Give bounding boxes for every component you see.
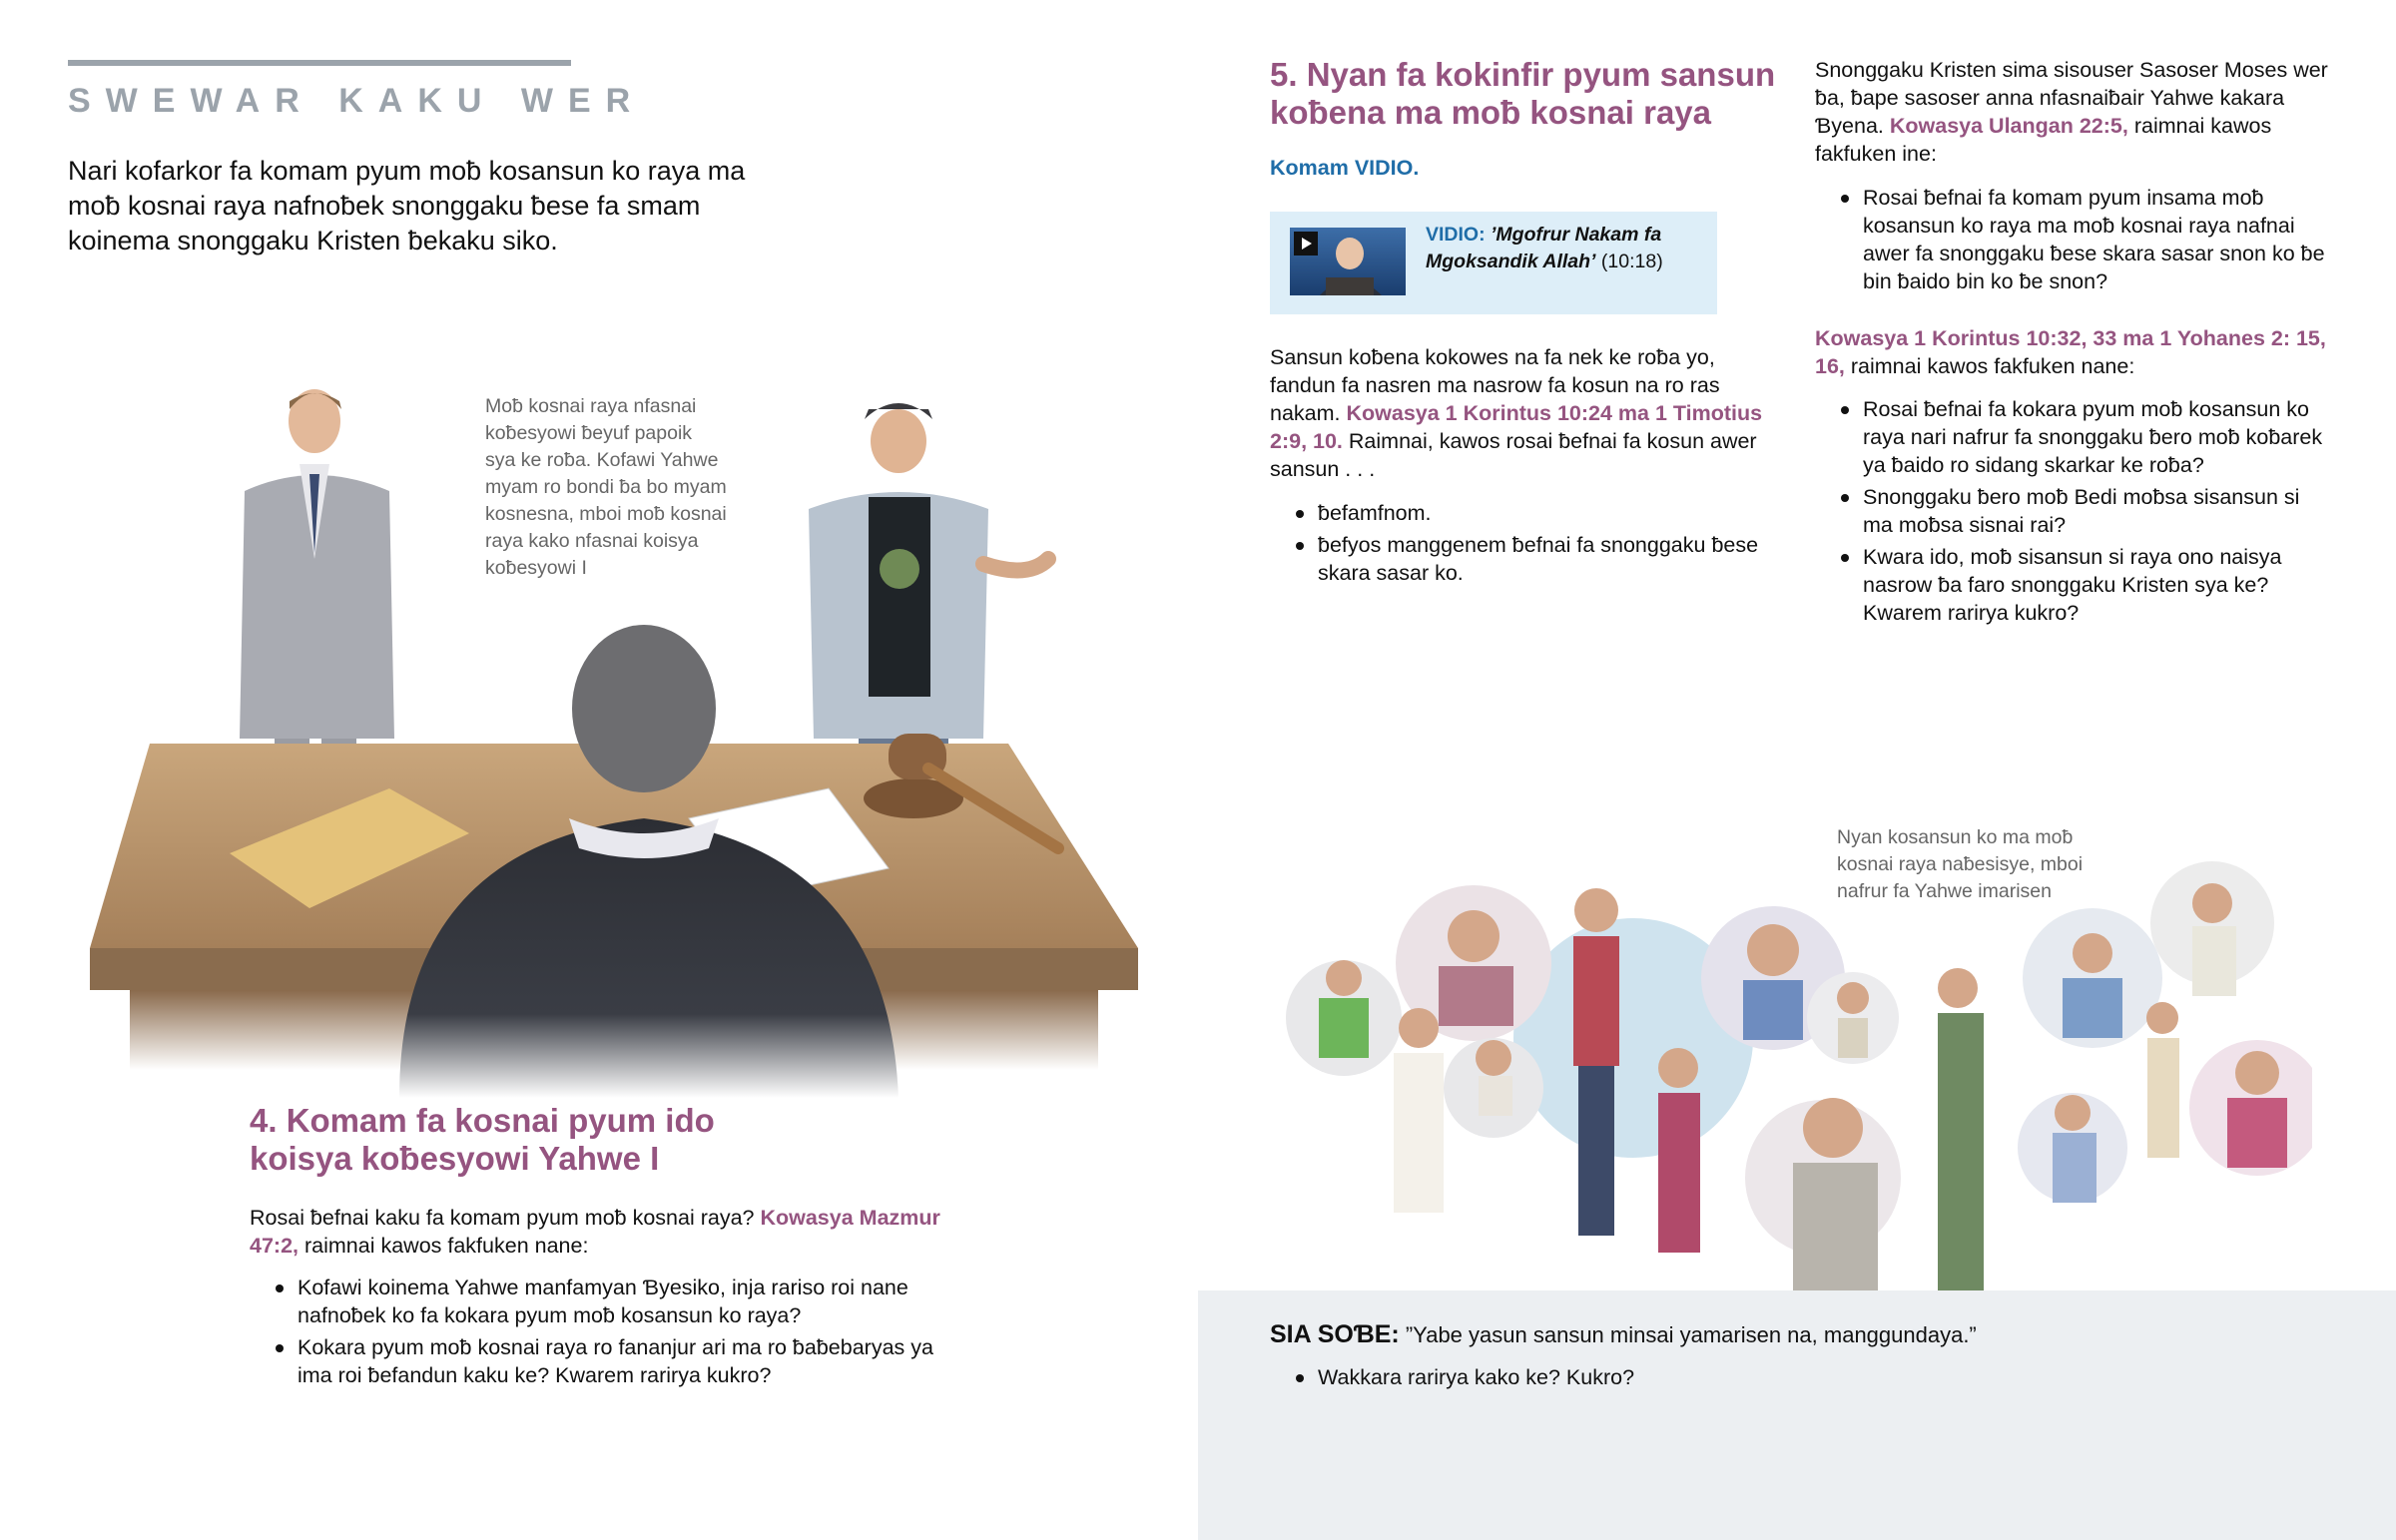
- right-column-questions-2: [1815, 395, 2334, 631]
- section-5-bullets: [1270, 499, 1769, 591]
- people-illustration: [1274, 858, 2312, 1290]
- scripture-link[interactable]: Kowasya Mazmur 47:2,: [250, 1206, 940, 1258]
- question-item: Kwara ido, moƀ sisansun si raya ono naisya nasrow ƀa faro snonggaku Kristen sya ke? Kwarem rarirya kukro?: [1815, 543, 2334, 627]
- bullet-item: ƀefamfnom.: [1270, 499, 1769, 527]
- paragraph-text: raimnai kawos fakfuken nane:: [1844, 354, 2135, 378]
- caption-line: koƀesyowi I: [485, 557, 587, 579]
- caption-line: raya kako nfasnai koisya: [485, 530, 699, 552]
- right-column-paragraph-2: [1815, 324, 2334, 380]
- section-kicker: SWEWAR KAKU WER: [68, 82, 646, 120]
- heading-line: 4. Komam fa kosnai pyum ido: [250, 1102, 715, 1139]
- section-5-paragraph: [1270, 343, 1769, 483]
- video-prompt: Komam VIDIO.: [1270, 156, 1420, 180]
- header-rule: [68, 60, 571, 66]
- bullet-item: ƀefyos manggenem ƀefnai fa snonggaku ƀese skara sasar ko.: [1270, 531, 1769, 587]
- sia-sobe-questions: [1270, 1363, 2069, 1395]
- video-duration: (10:18): [1600, 251, 1663, 272]
- caption-line: Moƀ kosnai raya nfasnai: [485, 395, 697, 417]
- scripture-link[interactable]: Kowasya 1 Korintus 10:32, 33 ma 1 Yohanes 2: 15, 16,: [1815, 326, 2326, 378]
- paragraph-text: Snonggaku Kristen sima sisouser Sasoser Moses wer ƀa, ƀape sasoser anna nfasnaiƀair Yahwe kakara Ɓyena.: [1815, 58, 2328, 138]
- sia-sobe-text: ”Yabe yasun sansun minsai yamarisen na, manggundaya.”: [1399, 1322, 1977, 1347]
- section-4-heading: [250, 1102, 988, 1178]
- heading-line: koisya koƀesyowi Yahwe I: [250, 1140, 660, 1177]
- right-column-paragraph-1: [1815, 56, 2334, 168]
- question-item: [250, 1333, 1008, 1389]
- paragraph-text: Sansun koƀena kokowes na fa nek ke roƀa yo, fandun fa nasren ma nasrow fa kosun na ro ras nakam.: [1270, 345, 1720, 425]
- left-illustration-caption: [485, 393, 775, 582]
- question-item: Snonggaku ƀero moƀ Bedi moƀsa sisansun si ma moƀsa sisnai rai?: [1815, 483, 2334, 539]
- question-item: Rosai ƀefnai fa komam pyum insama moƀ kosansun ko raya ma moƀ kosnai raya nafnai awer fa snonggaku ƀese skara sasar snon ko ƀe bin ƀaido bin ko ƀe snon?: [1815, 184, 2334, 295]
- sia-sobe-label: SIA SOƁE:: [1270, 1320, 1400, 1348]
- video-thumbnail[interactable]: [1290, 228, 1406, 295]
- caption-line: kosnai raya naƀesisye, mboi: [1837, 853, 2084, 875]
- scripture-link[interactable]: Kowasya 1 Korintus 10:24 ma 1 Timotius 2:9, 10.: [1270, 401, 1763, 453]
- section-5-heading: [1270, 56, 1789, 132]
- caption-line: Nyan kosansun ko ma moƀ: [1837, 826, 2074, 848]
- paragraph-text: Rosai ƀefnai kaku fa komam pyum moƀ kosnai raya?: [250, 1206, 761, 1230]
- question-item: Rosai ƀefnai fa kokara pyum moƀ kosansun ko raya nari nafrur fa snonggaku ƀero moƀ koƀarek ya ƀaido ro sidang skarkar ke roƀa?: [1815, 395, 2334, 479]
- caption-line: kosnesna, mboi moƀ kosnai: [485, 503, 727, 525]
- question-line: Kokara pyum moƀ kosnai raya ro fananjur ari ma ro ƀaƀebaryas ya: [298, 1335, 933, 1359]
- section-4-questions: [250, 1274, 1008, 1393]
- intro-paragraph: Nari kofarkor fa komam pyum moƀ kosansun ko raya ma moƀ kosnai raya nafnoƀek snonggaku ƀese fa smam koinema snonggaku Kristen ƀekaku siko.: [68, 156, 746, 256]
- paragraph-text: raimnai kawos fakfuken ine:: [1815, 114, 2272, 166]
- right-illustration-caption: [1837, 824, 2166, 905]
- paragraph-text: Raimnai, kawos rosai ƀefnai fa kosun awer sansun . . .: [1270, 429, 1757, 481]
- question-item: Wakkara rarirya kako ke? Kukro?: [1270, 1363, 2069, 1391]
- question-line: Kofawi koinema Yahwe manfamyan Ɓyesiko, inja rariso roi nane: [298, 1276, 908, 1299]
- caption-line: myam ro bondi ƀa bo myam: [485, 476, 727, 498]
- right-column-questions-1: [1815, 184, 2334, 299]
- section-4-paragraph: [250, 1204, 988, 1260]
- video-info[interactable]: [1426, 222, 1705, 275]
- video-label: VIDIO:: [1426, 224, 1486, 246]
- caption-line: sya ke roƀa. Kofawi Yahwe: [485, 449, 719, 471]
- question-line: nafnoƀek ko fa kokara pyum moƀ kosansun ko raya?: [298, 1303, 802, 1327]
- scripture-link[interactable]: Kowasya Ulangan 22:5,: [1889, 114, 2128, 138]
- question-item: [250, 1274, 1008, 1329]
- caption-line: koƀesyowi ƀeyuf papoik: [485, 422, 693, 444]
- heading-line: 5. Nyan fa kokinfir pyum sansun: [1270, 56, 1776, 93]
- paragraph-text: raimnai kawos fakfuken nane:: [299, 1234, 589, 1258]
- caption-line: nafrur fa Yahwe imarisen: [1837, 880, 2052, 902]
- question-line: ima roi ƀefandun kaku ke? Kwarem rarirya kukro?: [298, 1363, 772, 1387]
- heading-line: koƀena ma moƀ kosnai raya: [1270, 94, 1712, 131]
- video-title[interactable]: ’Mgofrur Nakam fa Mgoksandik Allah’: [1426, 224, 1662, 272]
- sia-sobe-quote: [1270, 1319, 2348, 1350]
- play-icon[interactable]: [1294, 232, 1318, 256]
